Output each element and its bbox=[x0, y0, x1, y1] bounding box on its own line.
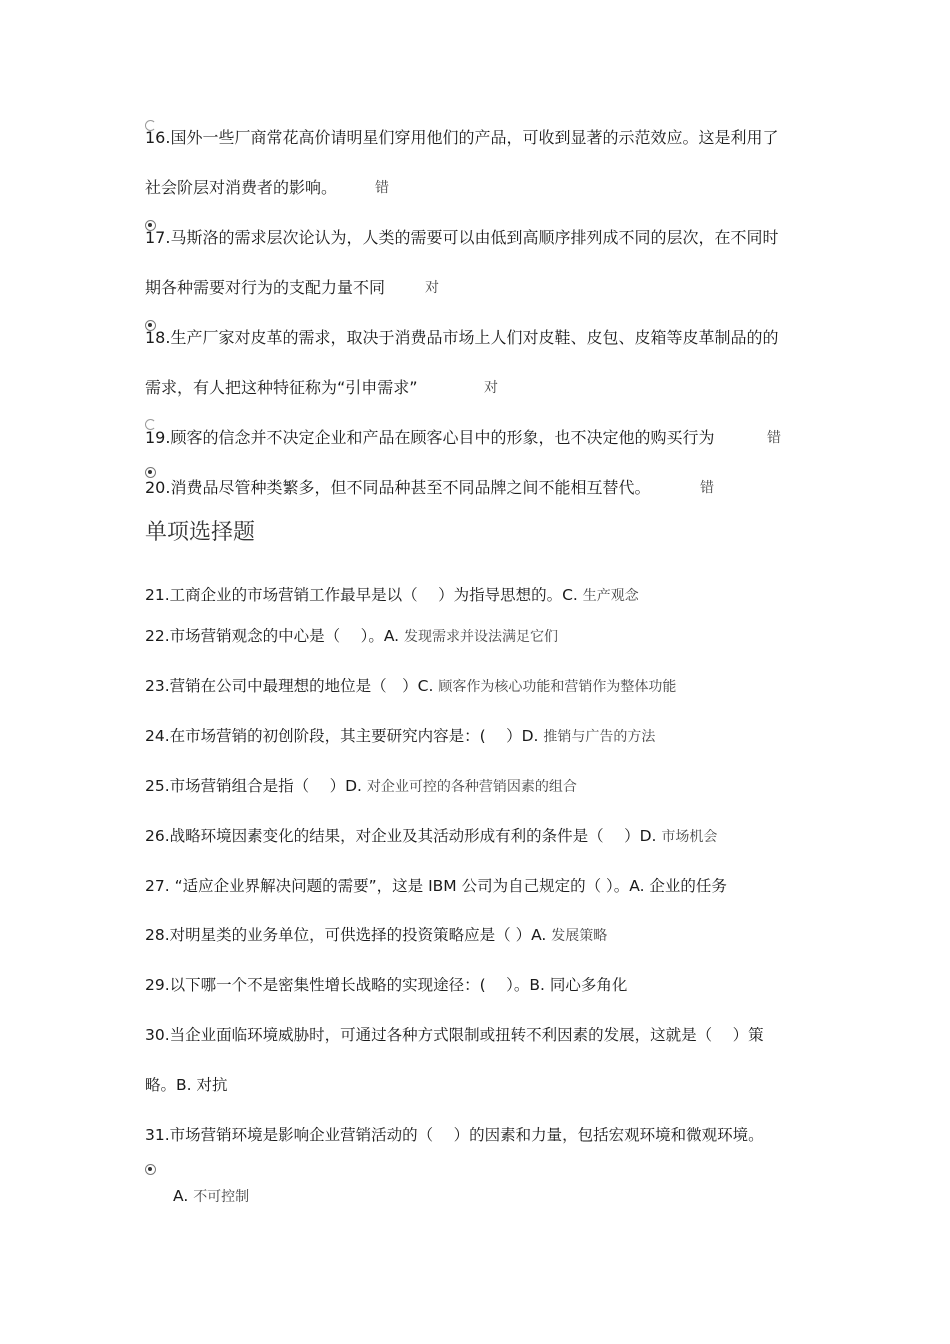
answer: 错 bbox=[700, 480, 714, 496]
option-a[interactable] bbox=[173, 1186, 249, 1207]
question-31 bbox=[145, 1125, 764, 1145]
question-text: 16.国外一些厂商常花高价请明星们穿用他们的产品，可收到显著的示范效应。这是利用了 bbox=[145, 128, 779, 147]
question-21 bbox=[145, 585, 639, 606]
question-text: 26.战略环境因素变化的结果，对企业及其活动形成有利的条件是（ ）D. bbox=[145, 827, 662, 845]
radio-button[interactable] bbox=[145, 467, 156, 478]
question-text: 28.对明星类的业务单位，可供选择的投资策略应是（ ）A. bbox=[145, 926, 552, 944]
question-text: 18.生产厂家对皮革的需求，取决于消费品市场上人们对皮鞋、皮包、皮箱等皮革制品的的 bbox=[145, 328, 779, 347]
option-label: A. bbox=[173, 1187, 194, 1205]
option-text: 不可控制 bbox=[193, 1189, 250, 1205]
answer: 推销与广告的方法 bbox=[543, 729, 656, 745]
answer: 顾客作为核心功能和营销作为整体功能 bbox=[438, 679, 677, 695]
question-text: 23.营销在公司中最理想的地位是（ ）C. bbox=[145, 677, 439, 695]
section-heading: 单项选择题 bbox=[145, 520, 256, 545]
question-text: 17.马斯洛的需求层次论认为，人类的需要可以由低到高顺序排列成不同的层次，在不同时 bbox=[145, 228, 779, 247]
question-22 bbox=[145, 626, 558, 647]
question-29 bbox=[145, 975, 627, 995]
question-text: 期各种需要对行为的支配力量不同 bbox=[145, 278, 386, 297]
question-text: 29.以下哪一个不是密集性增长战略的实现途径：( ）。B. 同心多角化 bbox=[145, 976, 628, 994]
question-28 bbox=[145, 925, 607, 946]
question-text: 24.在市场营销的初创阶段，其主要研究内容是：( ）D. bbox=[145, 727, 544, 745]
answer: 对企业可控的各种营销因素的组合 bbox=[366, 779, 577, 795]
question-text: 27. “适应企业界解决问题的需要”，这是 IBM 公司为自己规定的（ ）。A. 企业的任务 bbox=[145, 877, 727, 895]
question-text: 22.市场营销观念的中心是（ ）。A. bbox=[145, 627, 405, 645]
answer: 对 bbox=[425, 280, 439, 296]
answer: 发现需求并设法满足它们 bbox=[404, 629, 559, 645]
answer: 市场机会 bbox=[661, 829, 718, 845]
question-23 bbox=[145, 676, 676, 697]
question-text: 25.市场营销组合是指（ ）D. bbox=[145, 777, 367, 795]
answer: 对 bbox=[484, 380, 498, 396]
question-text: 19.顾客的信念并不决定企业和产品在顾客心目中的形象，也不决定他的购买行为 bbox=[145, 428, 715, 447]
question-30-cont bbox=[145, 1075, 228, 1095]
question-text: 20.消费品尽管种类繁多，但不同品种甚至不同品牌之间不能相互替代。 bbox=[145, 478, 651, 497]
question-26 bbox=[145, 826, 717, 847]
answer: 生产观念 bbox=[582, 588, 639, 604]
answer: 错 bbox=[767, 430, 781, 446]
answer: 发展策略 bbox=[551, 928, 608, 944]
question-text: 社会阶层对消费者的影响。 bbox=[145, 178, 338, 197]
question-27 bbox=[145, 876, 727, 896]
question-text: 30.当企业面临环境威胁时，可通过各种方式限制或扭转不利因素的发展，这就是（ ）策 bbox=[145, 1026, 764, 1044]
question-text: 21.工商企业的市场营销工作最早是以（ ）为指导思想的。C. bbox=[145, 586, 583, 604]
question-24 bbox=[145, 726, 655, 747]
question-text: 需求，有人把这种特征称为“引申需求” bbox=[145, 378, 418, 397]
question-text: 略。B. 对抗 bbox=[145, 1076, 228, 1094]
question-30 bbox=[145, 1025, 764, 1045]
question-text: 31.市场营销环境是影响企业营销活动的（ ）的因素和力量，包括宏观环境和微观环境。 bbox=[145, 1126, 764, 1144]
answer: 错 bbox=[375, 180, 389, 196]
question-25 bbox=[145, 776, 577, 797]
radio-button[interactable] bbox=[145, 1164, 156, 1175]
